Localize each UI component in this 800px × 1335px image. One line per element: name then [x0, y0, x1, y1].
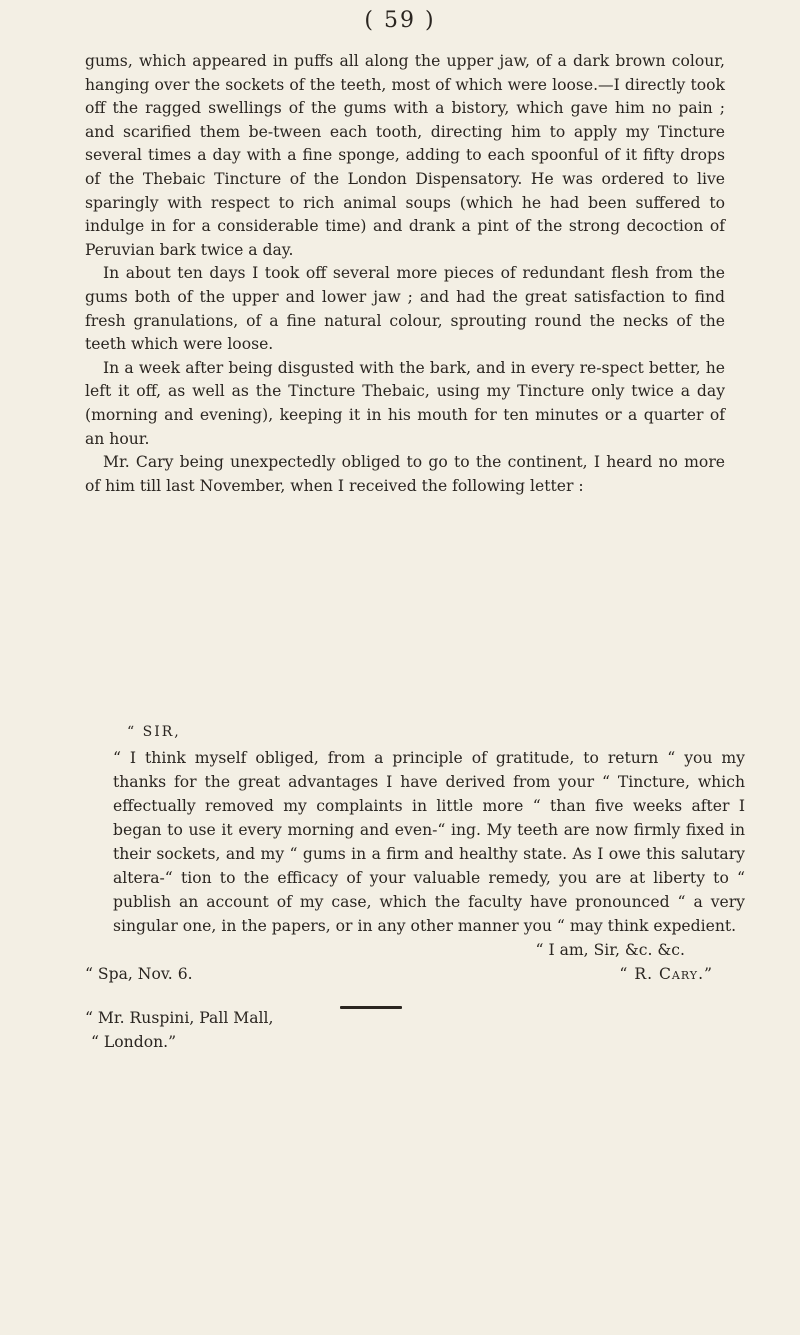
paragraph: gums, which appeared in puffs all along the upper jaw, of a dark brown colour, hanging over the sockets of the teeth, most of which were loose.—I directly took off the ragged swellings of the gums with a bistory, which gave him no pain ; and scarified them be-tween each tooth, directing him to apply my Tincture several times a day with a fine sponge, adding to each spoonful of it fifty drops of the Thebaic Tincture of the London Dispensatory. He was ordered to live sparingly with respect to rich animal soups (which he had been suffered to indulge in for a considerable time) and drank a pint of the strong decoction of Peruvian bark twice a day.	[85, 52, 725, 259]
paragraph: In a week after being disgusted with the bark, and in every re-spect better, he left it off, as well as the Tincture Thebaic, using my Tincture only twice a day (morning and evening), keeping it in his mouth for ten minutes or a quarter of an hour.	[85, 358, 725, 448]
quoted-letter	[85, 720, 745, 1054]
letter-body: “ I think myself obliged, from a principle of gratitude, to return “ you my thanks for the great advantages I have derived from your “ Tincture, which effectually removed my complaints in little more “ than five weeks after I began to use it every morning and even-“ ing. My teeth are now firmly fixed in their sockets, and my “ gums in a firm and healthy state. As I owe this salutary altera-“ tion to the efficacy of your valuable remedy, you are at liberty to “ publish an account of my case, which the faculty have pronounced “ a very singular one, in the papers, or in any other manner you “ may think expedient.	[113, 749, 745, 935]
body-text	[85, 50, 725, 498]
letter-signature: “ R. Cary.”	[619, 965, 713, 983]
letter-signoff	[85, 962, 745, 986]
address-line: “ London.”	[91, 1033, 177, 1051]
address-line: “ Mr. Ruspini, Pall Mall,	[85, 1009, 274, 1027]
letter-address	[85, 1006, 745, 1054]
letter-closing: “ I am, Sir, &c. &c.	[535, 941, 685, 959]
paragraph: In about ten days I took off several more pieces of redundant flesh from the gums both of the upper and lower jaw ; and had the great satisfaction to find fresh granulations, of a fine natural colour, sprouting round the necks of the teeth which were loose.	[85, 264, 725, 354]
page-number: ( 59 )	[364, 8, 436, 33]
section-divider	[340, 1006, 402, 1009]
letter-salutation: “ SIR,	[127, 724, 181, 740]
letter-place-date: “ Spa, Nov. 6.	[85, 965, 193, 983]
paragraph: Mr. Cary being unexpectedly obliged to go to the continent, I heard no more of him till last November, when I received the following letter :	[85, 453, 725, 495]
